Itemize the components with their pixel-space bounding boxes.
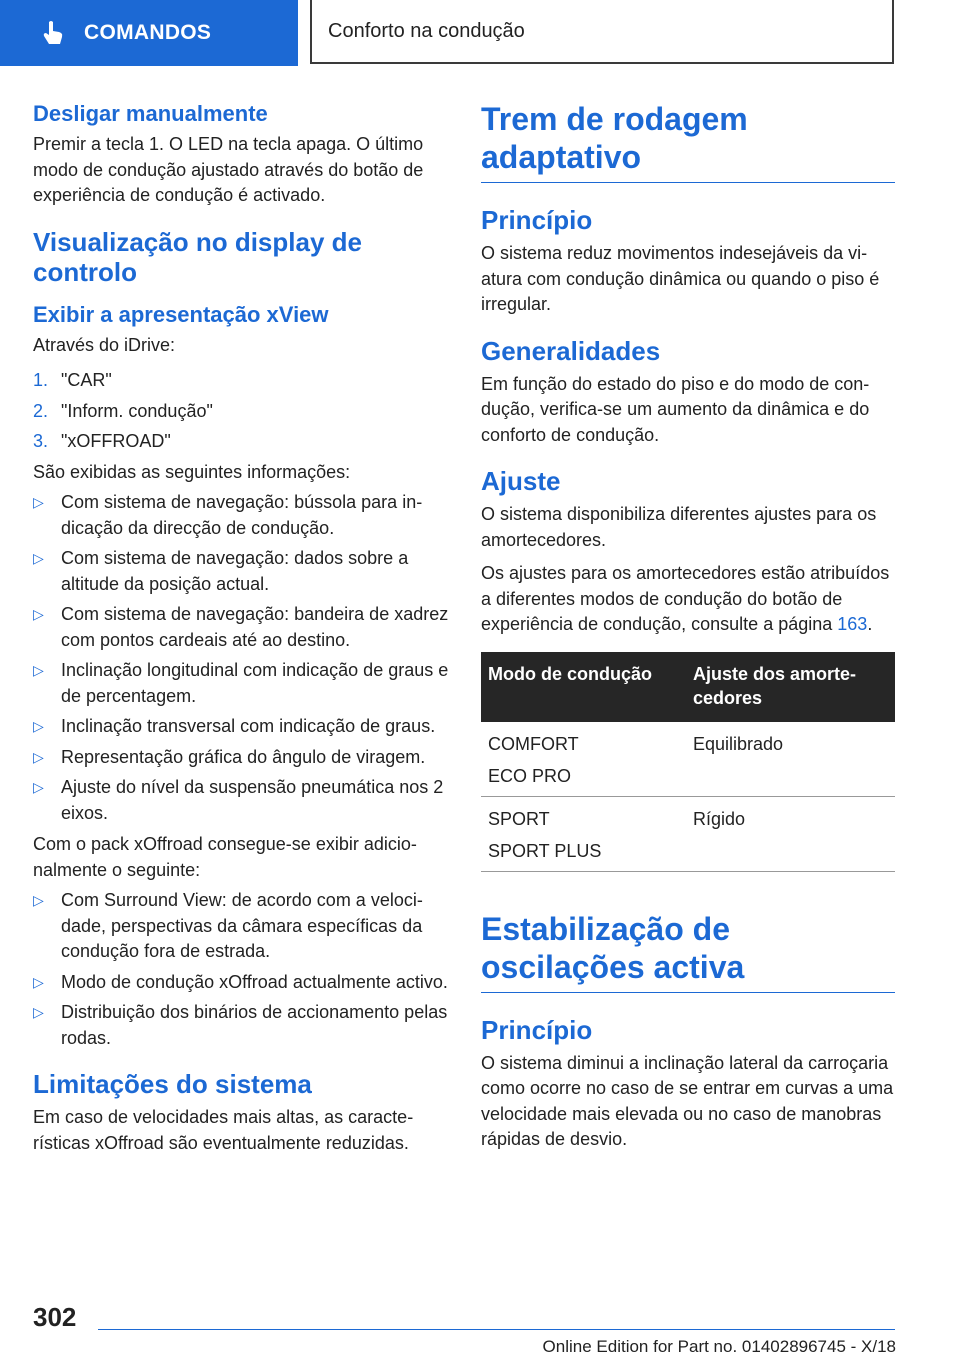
para-principio-2: O sistema diminui a inclinação lateral da carroçaria como ocorre no caso de se entrar em curvas a uma velocidade mais elevada ou no caso de manobras rápidas de desvio.	[481, 1052, 894, 1149]
hand-pointer-icon	[40, 20, 66, 46]
triangle-bullet-icon: ▷	[33, 718, 44, 734]
heading-desligar: Desligar manualmente	[33, 101, 268, 126]
left-column	[33, 100, 449, 1164]
list-item: ▷ Com Surround View: de acordo com a velocidade, perspectivas da câmara específicas da condução fora de estrada.	[33, 888, 449, 965]
list-item: 1. "CAR"	[33, 370, 112, 390]
list-item: ▷ Com sistema de navegação: dados sobre a altitude da posição actual.	[33, 546, 449, 597]
list-item: ▷ Modo de condução xOffroad actualmente activo.	[33, 970, 449, 996]
heading-exibir: Exibir a apresentação xView	[33, 301, 329, 327]
list-item: ▷ Inclinação longitudinal com indicação de graus e de percentagem.	[33, 658, 449, 709]
section-trem	[481, 100, 895, 183]
page-number: 302	[33, 1302, 77, 1332]
triangle-bullet-icon: ▷	[33, 1004, 44, 1020]
list-item: 3. "xOFFROAD"	[33, 431, 171, 451]
triangle-bullet-icon: ▷	[33, 550, 44, 566]
triangle-bullet-icon: ▷	[33, 779, 44, 795]
list-item: ▷ Com sistema de navegação: bandeira de xadrez com pontos cardeais até ao destino.	[33, 602, 449, 653]
triangle-bullet-icon: ▷	[33, 662, 44, 678]
triangle-bullet-icon: ▷	[33, 494, 44, 510]
damper-settings-table	[481, 652, 895, 872]
para-principio-1: O sistema reduz movimentos indesejáveis da viatura com condução dinâmica ou quando o piso é irregular.	[481, 243, 880, 314]
list-item: ▷ Com sistema de navegação: bússola para indicação da direcção de condução.	[33, 490, 449, 541]
list-item: ▷ Ajuste do nível da suspensão pneumática nos 2 eixos.	[33, 775, 449, 826]
triangle-bullet-icon: ▷	[33, 748, 44, 765]
section-tab-comandos[interactable]	[0, 0, 298, 66]
bullets-pack	[33, 888, 449, 1051]
heading-ajuste: Ajuste	[481, 466, 561, 496]
footer-divider	[98, 1329, 895, 1330]
para-ajuste-2: Os ajustes para os amortecedores estão atribuídos a diferentes modos de condução do botão de experiência de condução, consulte a página 163.	[481, 563, 890, 634]
table-row: COMFORT ECO PRO Equilibrado	[481, 722, 895, 797]
triangle-bullet-icon: ▷	[33, 606, 44, 622]
heading-estab: Estabilização de oscilações activa	[481, 910, 745, 985]
table-header: Modo de condução	[481, 652, 686, 722]
list-item: ▷ Inclinação transversal com indicação de graus.	[33, 714, 449, 740]
edition-footer: Online Edition for Part no. 01402896745 - X/18	[542, 1337, 896, 1356]
section-tab-label: COMANDOS	[84, 21, 212, 44]
para-exibidas: São exibidas as seguintes informações:	[33, 461, 351, 482]
heading-trem: Trem de rodagem adaptativo	[481, 101, 748, 175]
page-link[interactable]: 163	[837, 614, 868, 634]
heading-generalidades: Generalidades	[481, 335, 661, 366]
steps-list	[33, 368, 449, 455]
para-ajuste-1: O sistema disponibiliza diferentes ajustes para os amortecedores.	[481, 504, 877, 550]
para-limitacoes: Em caso de velocidades mais altas, as características xOffroad são eventualmente reduzidas.	[33, 1107, 414, 1153]
section-estab	[481, 910, 895, 993]
triangle-bullet-icon: ▷	[33, 973, 44, 990]
heading-visualizacao: Visualização no display de controlo	[33, 226, 362, 287]
heading-principio-1: Princípio	[481, 205, 593, 235]
table-row: SPORT SPORT PLUS Rígido	[481, 796, 895, 871]
list-item: ▷ Distribuição dos binários de accionamento pelas rodas.	[33, 1000, 449, 1051]
list-item: ▷ Representação gráfica do ângulo de viragem.	[33, 745, 449, 771]
triangle-bullet-icon: ▷	[33, 892, 44, 908]
para-pack: Com o pack xOffroad consegue-se exibir adicionalmente o seguinte:	[33, 834, 417, 880]
right-column	[481, 100, 895, 1161]
bullets-info	[33, 490, 449, 826]
para-generalidades: Em função do estado do piso e do modo de condução, verifica-se um aumento da dinâmica e do conforto de condução.	[481, 373, 870, 445]
chapter-title: Conforto na condução	[310, 0, 894, 64]
heading-principio-2: Princípio	[481, 1014, 593, 1045]
para-desligar: Premir a tecla 1. O LED na tecla apaga. O último modo de condução ajustado através do botão de experiência de condução é activado.	[33, 134, 424, 205]
heading-limitacoes: Limitações do sistema	[33, 1069, 312, 1099]
page-header	[0, 0, 960, 66]
table-header: Ajuste dos amortecedores	[686, 652, 895, 722]
para-atraves: Através do iDrive:	[33, 334, 176, 355]
list-item: 2. "Inform. condução"	[33, 400, 213, 421]
